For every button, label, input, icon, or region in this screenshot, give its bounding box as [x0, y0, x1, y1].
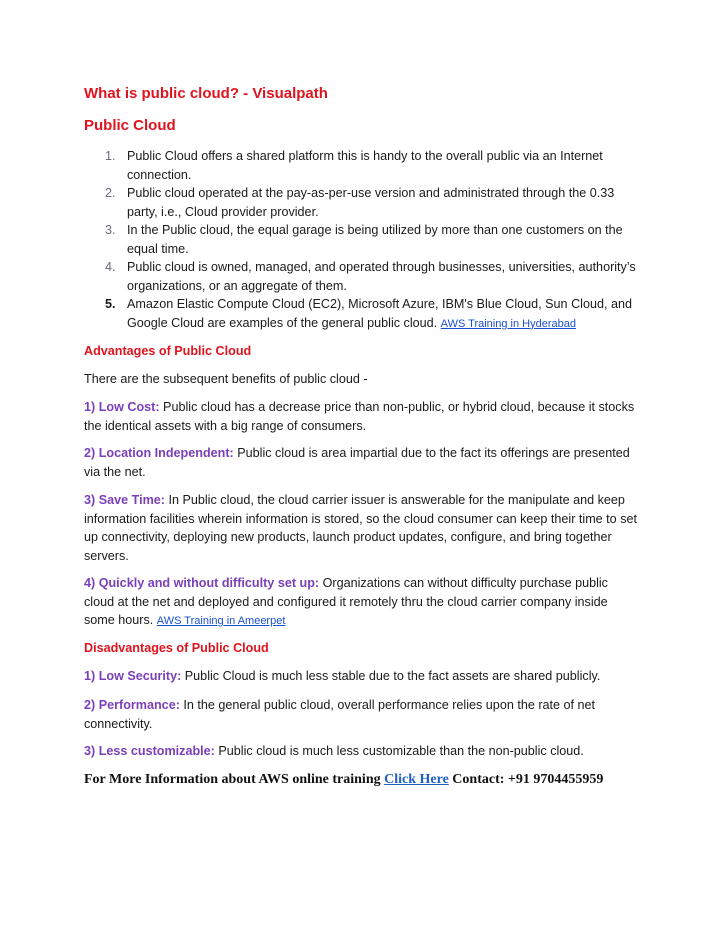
list-item — [84, 184, 644, 221]
advantage-text: Public cloud is area impartial due to the fact its offerings are presented via the net. — [84, 446, 630, 479]
footer-contact: Contact: +91 9704455959 — [448, 772, 604, 787]
advantage-text: In Public cloud, the cloud carrier issuer is answerable for the manipulate and keep information facilities wherein information is stored, so the cloud consumer can keep their time to set up connectivity, deploying new products, launch product updates, configure, and bring together servers. — [84, 493, 637, 563]
aws-training-ameerpet-link[interactable]: AWS Training in Ameerpet — [156, 615, 286, 627]
disadvantage-performance — [84, 696, 640, 733]
disadvantage-label: 3) Less customizable: — [84, 744, 215, 758]
aws-training-hyderabad-link[interactable]: AWS Training in Hyderabad — [440, 317, 576, 330]
section-heading-public-cloud: Public Cloud — [84, 117, 176, 134]
disadvantages-heading: Disadvantages of Public Cloud — [84, 641, 269, 655]
advantage-quick-setup — [84, 574, 640, 631]
list-number: 1. — [105, 149, 116, 163]
list-item — [84, 147, 644, 184]
advantage-label: 3) Save Time: — [84, 493, 165, 507]
list-item-text: Public cloud is owned, managed, and operated through businesses, universities, authority’s organizations, or an aggregate of them. — [127, 260, 636, 293]
list-item — [84, 295, 644, 333]
list-item-text: Amazon Elastic Compute Cloud (EC2), Microsoft Azure, IBM's Blue Cloud, Sun Cloud, and Google Cloud are examples of the general public cloud. — [127, 297, 632, 330]
disadvantage-label: 2) Performance: — [84, 698, 180, 712]
advantages-heading: Advantages of Public Cloud — [84, 344, 252, 358]
list-number: 2. — [105, 186, 116, 200]
disadvantage-label: 1) Low Security: — [84, 669, 182, 683]
list-item-text: Public Cloud offers a shared platform this is handy to the overall public via an Internet connection. — [127, 149, 603, 182]
list-item — [84, 258, 644, 295]
disadvantage-text: Public Cloud is much less stable due to the fact assets are shared publicly. — [181, 669, 601, 683]
advantage-location-independent — [84, 444, 640, 481]
advantages-intro: There are the subsequent benefits of public cloud - — [84, 372, 368, 386]
click-here-link[interactable]: Click Here — [384, 772, 449, 787]
list-number: 5. — [105, 297, 116, 311]
list-item — [84, 221, 644, 258]
advantage-label: 1) Low Cost: — [84, 400, 160, 414]
disadvantage-text: Public cloud is much less customizable than the non-public cloud. — [214, 744, 584, 758]
page-title: What is public cloud? - Visualpath — [84, 85, 328, 102]
advantage-save-time — [84, 491, 640, 565]
public-cloud-list — [84, 147, 644, 333]
advantage-low-cost — [84, 398, 640, 435]
disadvantage-text: In the general public cloud, overall performance relies upon the rate of net connectivity. — [84, 698, 596, 731]
list-number: 3. — [105, 223, 116, 237]
list-number: 4. — [105, 260, 116, 274]
disadvantage-low-security — [84, 667, 640, 686]
footer-prefix: For More Information about AWS online training — [84, 772, 385, 787]
advantage-text: Public cloud has a decrease price than non-public, or hybrid cloud, because it stocks the identical assets with a big range of consumers. — [84, 400, 635, 433]
advantage-label: 2) Location Independent: — [84, 446, 234, 460]
contact-footer — [84, 770, 644, 790]
disadvantage-less-customizable — [84, 742, 640, 761]
list-item-text: Public cloud operated at the pay-as-per-use version and administrated through the 0.33 party, i.e., Cloud provider provider. — [127, 186, 615, 219]
advantage-text: Organizations can without difficulty purchase public cloud at the net and deployed and configured it remotely thru the cloud carrier company inside some hours. — [84, 576, 608, 627]
list-item-text: In the Public cloud, the equal garage is being utilized by more than one customers on the equal time. — [127, 223, 623, 256]
advantage-label: 4) Quickly and without difficulty set up: — [84, 576, 320, 590]
